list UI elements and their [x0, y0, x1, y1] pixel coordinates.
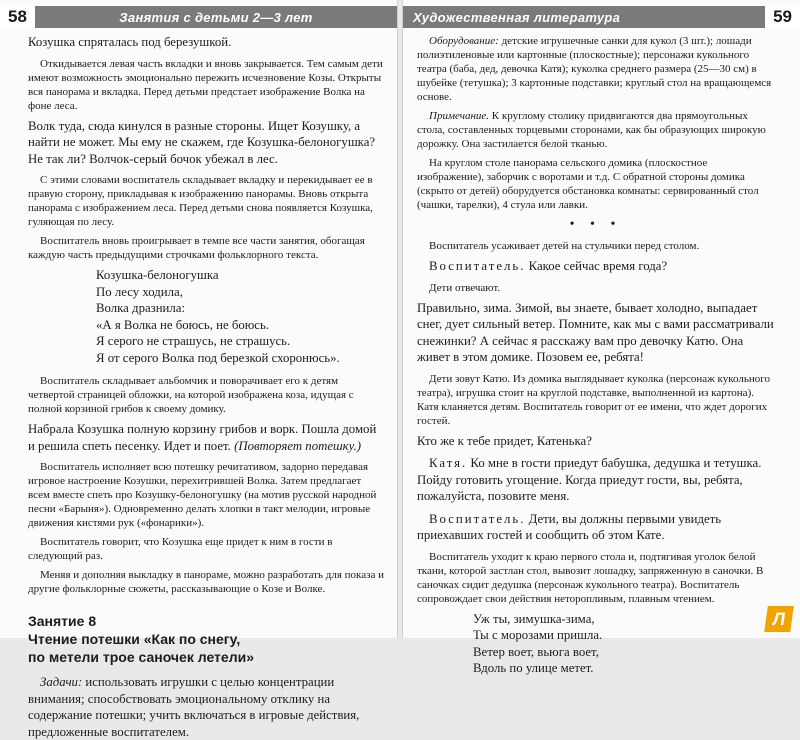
poem-line: Ветер воет, вьюга воет,: [473, 644, 599, 659]
section-divider: • • •: [569, 217, 622, 232]
lesson-name-line: Чтение потешки «Как по снегу,: [28, 631, 241, 647]
speech-text: Дети, вы должны первыми увидеть приехавших гостей и сообщить об этом Кате.: [417, 511, 722, 542]
stage-direction: Воспитатель вновь проигрывает в темпе все части занятия, обогащая каждую часть предыдущими строчками фольклорного текста.: [28, 235, 365, 261]
stage-direction: Воспитатель уходит к краю первого стола и, подтягивая уголок белой ткани, которой застлан стол, вывозит лошадку, запряженную в саночки. В саночках сидит дедушка (персонаж кукольного театра). Воспитатель сопровождает свои действия неторопливым, плавным чтением.: [417, 550, 764, 605]
tasks-text: использовать игрушки с целью концентрации внимания; способствовать эмоциональному отклику на содержание потешки; учить включаться в игровые действия, предложенные воспитателем.: [28, 675, 360, 739]
note-label: Примечание.: [429, 110, 490, 122]
story-line: Козушка спряталась под березушкой.: [28, 35, 232, 49]
right-running-header: [403, 6, 800, 28]
note-text: К круглому столику придвигаются два прямоугольных стола, составленных торцевыми сторонами, как бы образующих широкую дорожку. Она застилается белой тканью.: [417, 110, 766, 150]
note-paragraph: [417, 109, 774, 151]
story-line: [28, 421, 385, 454]
left-page-content: [0, 34, 397, 739]
stage-direction: Воспитатель исполняет всю потешку речитативом, задорно передавая игровое настроение Козушки, перехитрившей Волка. Затем предлагает всем вместе спеть про Козушку-белоногушку (на мотив русской народной песни «Барыня»). Одновременно делать хлопки в такт мелодии, игровые движения кистями рук («фонарики»).: [28, 461, 377, 529]
stage-direction: Откидывается левая часть вкладки и вновь закрывается. Тем самым дети имеют возможность эмоционально пережить исчезновение Козы. Открыты вся панорама и вкладка. Перед детьми предстает изображение Волка на фоне леса.: [28, 57, 383, 112]
stage-direction: Воспитатель говорит, что Козушка еще придет к ним в гости в следующий раз.: [28, 536, 333, 562]
poem-line: Козушка-белоногушка: [96, 268, 219, 282]
equipment-label: Оборудование:: [429, 35, 499, 47]
stage-direction: На круглом столе панорама сельского домика (плоскостное изображение), заборчик с воротами и т.д. С обратной стороны домика (скрыто от детей) оборудуется обстановка комнаты: сервированный стол (чашки, тарелки), 4 стула или лавки.: [417, 157, 759, 211]
equipment-paragraph: [417, 34, 774, 104]
story-note: (Повторяет потешку.): [234, 438, 362, 453]
poem-line: Вдоль по улице метет.: [473, 661, 594, 675]
story-text: Набрала Козушка полную корзину грибов и ворк. Пошла домой и решила спеть песенку. Идет и поет.: [28, 422, 377, 453]
right-page-number: 59: [765, 6, 800, 28]
stage-direction: Воспитатель складывает альбомчик и поворачивает его к детям четвертой страницей обложки, на которой изображена коза, идущая с полной корзиной грибов к своему домику.: [28, 375, 354, 415]
left-header-title: Занятия с детьми 2—3 лет: [119, 9, 313, 25]
speaker-name: Катя.: [429, 456, 468, 470]
left-running-header: [0, 6, 397, 28]
story-line: Правильно, зима. Зимой, вы знаете, бывает холодно, выпадает снег, дует сильный ветер. Помните, как мы с вами рассматривали снежинки? А сейчас я расскажу вам про девочку Катю. Она живет в этом домике. Позовем ее, ребята!: [417, 300, 774, 364]
poem-line: Ты с морозами пришла.: [473, 628, 603, 642]
stage-direction: С этими словами воспитатель складывает вкладку и перекидывает ее в правую сторону, прикладывая к изображению панорамы. Вновь открыта панорама с изображением леса. Перед детьми снова появляется Козушка, гуляющая по лесу.: [28, 174, 373, 228]
dialogue-line: [417, 511, 774, 544]
poem-line: По лесу ходила,: [96, 284, 183, 299]
stage-direction: Воспитатель усаживает детей на стульчики перед столом.: [429, 240, 700, 252]
poem-line: Я от серого Волка под березкой схоронюсь».: [96, 350, 340, 365]
winter-poem: [473, 611, 774, 677]
poem-line: Я серого не страшусь, не страшусь.: [96, 334, 291, 348]
speaker-name: Воспитатель.: [429, 259, 526, 273]
right-header-title: Художественная литература: [413, 9, 621, 25]
dialogue-line: [417, 455, 774, 505]
folklore-poem: [96, 267, 385, 366]
lesson-name-line: по метели трое саночек летели»: [28, 649, 254, 665]
story-line: Волк туда, сюда кинулся в разные стороны. Ищет Козушку, а найти не может. Мы ему не скажем, где Козушка-белоногушка? Не так ли? Волчок-серый бочок убежал в лес.: [28, 118, 376, 166]
tasks-label: Задачи:: [40, 675, 83, 689]
poem-line: Волка дразнила:: [96, 301, 186, 315]
speech-text: Какое сейчас время года?: [525, 259, 668, 273]
speech-text: Ко мне в гости приедут бабушка, дедушка и тетушка. Пойду готовить угощение. Когда приедут гости, вы, ребята, пожалуйста, позовите меня.: [417, 456, 762, 503]
poem-line: «А я Волка не боюсь, не боюсь.: [96, 317, 270, 332]
left-page: [0, 0, 398, 739]
poem-line: Уж ты, зимушка-зима,: [473, 611, 595, 626]
publisher-logo-icon: Л: [764, 606, 794, 632]
stage-direction: Дети отвечают.: [429, 281, 501, 294]
right-page: [402, 0, 800, 675]
right-page-content: [403, 34, 800, 675]
speaker-name: Воспитатель.: [429, 511, 526, 526]
story-line: Кто же к тебе придет, Катенька?: [417, 433, 592, 448]
equipment-text: детские игрушечные санки для кукол (3 шт.); лошади полиэтиленовые или картонные (плоскостные); персонажи кукольного театра (баба, дед, девочка Катя); куколка среднего размера (25—30 см) в шубейке (тетушка); 3 картонные подставки; круглый стол на вращающемся основе.: [417, 35, 772, 103]
lesson-tasks: [28, 674, 385, 740]
stage-direction: Дети зовут Катю. Из домика выглядывает куколка (персонаж кукольного театра), игрушка стоит на круглой подставке, выполненной из картона). Катя кланяется детям. Воспитатель говорит от ее имени, что ждет дорогих гостей.: [417, 372, 770, 427]
left-page-number: 58: [0, 6, 35, 28]
stage-direction: Меняя и дополняя выкладку в панораме, можно разработать для показа и другие фольклорные сюжеты, рассказывающие о Козе и Волке.: [28, 569, 384, 595]
lesson-title: [28, 612, 385, 666]
dialogue-line: [417, 258, 774, 275]
lesson-number: Занятие 8: [28, 613, 97, 629]
